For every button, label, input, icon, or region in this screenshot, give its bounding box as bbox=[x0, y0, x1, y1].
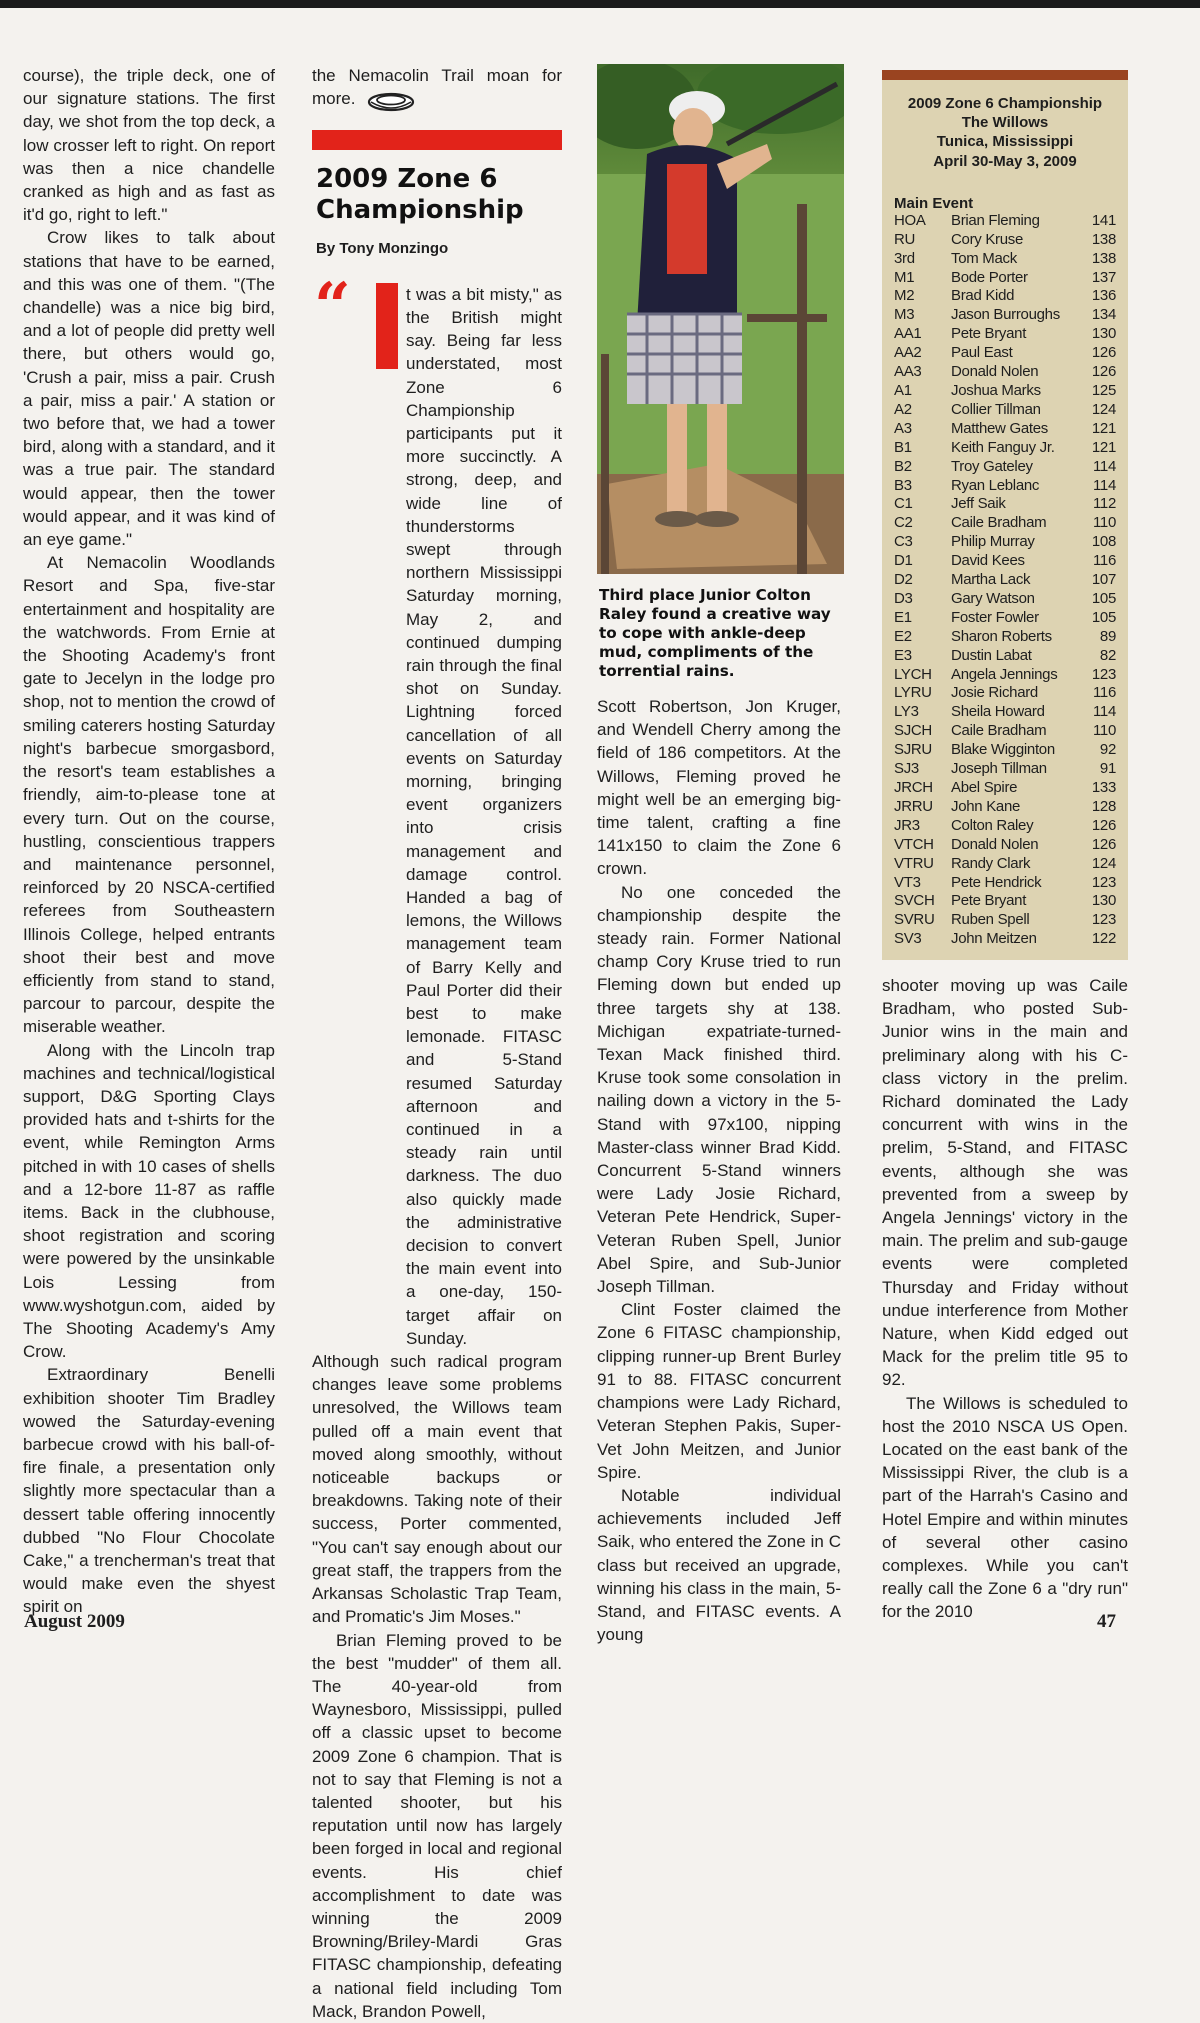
score-cell: 112 bbox=[1092, 495, 1116, 513]
results-row bbox=[894, 684, 1116, 703]
results-row bbox=[894, 552, 1116, 571]
results-row bbox=[894, 911, 1116, 930]
drop-cap-letter bbox=[376, 283, 398, 369]
results-row bbox=[894, 458, 1116, 477]
results-row bbox=[894, 590, 1116, 609]
class-cell: E2 bbox=[894, 627, 912, 645]
results-row bbox=[894, 439, 1116, 458]
results-row bbox=[894, 514, 1116, 533]
class-cell: LYCH bbox=[894, 665, 932, 683]
class-cell: 3rd bbox=[894, 249, 915, 267]
results-row bbox=[894, 647, 1116, 666]
shooter-name-cell: Brad Kidd bbox=[951, 287, 1015, 305]
photo-caption: Third place Junior Colton Raley found a creative way to cope with ankle-deep mud, compliments of the torrential rains. bbox=[599, 586, 831, 680]
score-cell: 114 bbox=[1092, 703, 1116, 721]
class-cell: C3 bbox=[894, 533, 913, 551]
class-cell: A1 bbox=[894, 381, 912, 399]
results-row bbox=[894, 250, 1116, 269]
previous-article-ending bbox=[312, 64, 562, 112]
score-cell: 126 bbox=[1091, 344, 1116, 362]
shooter-name-cell: Caile Bradham bbox=[951, 722, 1047, 740]
results-row bbox=[894, 420, 1116, 439]
paragraph: The Willows is scheduled to host the 2010 NSCA US Open. Located on the east bank of the Mississippi River, the club is a part of the Harrah's Casino and Hotel Empire and within minutes of several other casino complexes. While you can't really call the Zone 6 a "dry run" for the 2010 bbox=[882, 1393, 1128, 1622]
shooter-name-cell: Sheila Howard bbox=[951, 703, 1045, 721]
results-row bbox=[894, 760, 1116, 779]
score-cell: 107 bbox=[1091, 571, 1116, 589]
class-cell: SJCH bbox=[894, 722, 932, 740]
results-title: 2009 Zone 6 Championship bbox=[907, 95, 1103, 112]
results-row bbox=[894, 930, 1116, 949]
results-section-title: Main Event bbox=[894, 194, 974, 212]
paragraph: Notable individual achievements included Jeff Saik, who entered the Zone in C class but received an upgrade, winning his class in the main, 5-Stand, and FITASC events. A young bbox=[597, 1485, 841, 1645]
issue-date: August 2009 bbox=[24, 1611, 125, 1632]
shooter-name-cell: Colton Raley bbox=[951, 816, 1034, 834]
class-cell: M1 bbox=[894, 268, 915, 286]
shooter-name-cell: Sharon Roberts bbox=[951, 627, 1052, 645]
score-cell: 124 bbox=[1091, 854, 1116, 872]
lead-paragraph: t was a bit misty," as the British might say. Being far less understated, most Zone 6 Championship participants put it more succinctly. A strong, deep, and wide line of thunderstorms swept through northern Mississippi Saturday morning, May 2, and continued dumping rain through the final shot on Sunday. Lightning forced cancellation of all events on Saturday morning, bringing event organizers into crisis management and damage control. Handed a bag of lemons, the Willows management team of Barry Kelly and Paul Porter did their best to make lemonade. FITASC and 5-Stand resumed Saturday afternoon and continued in a steady rain until darkness. The duo also quickly made the administrative decision to convert the main event into a one-day, 150-target affair on Sunday. bbox=[406, 284, 562, 1348]
shooter-name-cell: Gary Watson bbox=[951, 589, 1035, 607]
results-row bbox=[894, 495, 1116, 514]
results-row bbox=[894, 741, 1116, 760]
top-rule bbox=[0, 0, 1200, 8]
shooter-name-cell: John Kane bbox=[951, 797, 1021, 815]
shooter-name-cell: Abel Spire bbox=[951, 779, 1018, 796]
shooter-name-cell: Blake Wigginton bbox=[951, 741, 1055, 759]
class-cell: D1 bbox=[894, 552, 913, 570]
class-cell: JR3 bbox=[894, 816, 920, 834]
shooter-name-cell: Pete Bryant bbox=[951, 325, 1027, 343]
score-cell: 122 bbox=[1091, 930, 1116, 948]
class-cell: B2 bbox=[894, 457, 912, 475]
shooter-name-cell: Joshua Marks bbox=[951, 381, 1041, 399]
results-dates: April 30-May 3, 2009 bbox=[933, 152, 1077, 170]
results-row bbox=[894, 722, 1116, 741]
shooter-name-cell: Keith Fanguy Jr. bbox=[951, 438, 1055, 456]
score-cell: 82 bbox=[1099, 646, 1116, 664]
score-cell: 114 bbox=[1092, 476, 1116, 494]
paragraph: At Nemacolin Woodlands Resort and Spa, five-star entertainment and hospitality are the watchwords. From Ernie at the Shooting Academy's front gate to Jecelyn in the lodge pro shop, not to mention the crowd of smiling caterers hosting Saturday night's barbecue smorgasbord, the resort's team establishes a friendly, aim-to-please tone at every turn. Out on the course, hustling, conscientious trappers and maintenance personnel, reinforced by 20 NSCA-certified referees from Southeastern Illinois College, helped entrants shoot their best and move efficiently from stand to stand, parcour to parcour, despite the miserable weather. bbox=[23, 553, 275, 1037]
results-table bbox=[894, 212, 1116, 949]
results-row bbox=[894, 628, 1116, 647]
class-cell: M2 bbox=[894, 287, 915, 305]
results-row bbox=[894, 571, 1116, 590]
shooter-name-cell: Matthew Gates bbox=[951, 419, 1048, 437]
results-location: Tunica, Mississippi bbox=[936, 133, 1074, 151]
shooter-name-cell: Randy Clark bbox=[951, 854, 1031, 872]
score-cell: 108 bbox=[1091, 533, 1116, 551]
headline-red-bar bbox=[312, 130, 562, 150]
score-cell: 116 bbox=[1092, 552, 1116, 570]
drop-quote-mark: “ bbox=[314, 268, 351, 344]
byline: By Tony Monzingo bbox=[316, 239, 449, 257]
class-cell: RU bbox=[894, 230, 916, 248]
lead-paragraph-block bbox=[312, 268, 562, 1350]
paragraph: Although such radical program changes leave some problems unresolved, the Willows team pulled off a main event that moved along smoothly, without noticeable backups or breakdowns. Taking note of their success, Porter commented, "You can't say enough about our great staff, the trappers from the Arkansas Scholastic Trap Team, and Promatic's Jim Moses." bbox=[312, 1352, 562, 1627]
results-row bbox=[894, 836, 1116, 855]
class-cell: AA2 bbox=[894, 344, 922, 362]
class-cell: SV3 bbox=[894, 930, 922, 948]
results-venue: The Willows bbox=[961, 114, 1049, 132]
results-row bbox=[894, 703, 1116, 722]
results-row bbox=[894, 325, 1116, 344]
class-cell: VT3 bbox=[894, 873, 921, 891]
score-cell: 114 bbox=[1092, 457, 1116, 475]
score-cell: 121 bbox=[1091, 438, 1116, 456]
class-cell: A3 bbox=[894, 419, 912, 437]
score-cell: 125 bbox=[1091, 381, 1116, 399]
class-cell: VTCH bbox=[894, 835, 934, 853]
class-cell: C2 bbox=[894, 514, 913, 532]
results-row bbox=[894, 533, 1116, 552]
score-cell: 110 bbox=[1092, 514, 1116, 532]
score-cell: 91 bbox=[1099, 760, 1116, 778]
article-column-3 bbox=[597, 64, 841, 1646]
shooter-name-cell: Caile Bradham bbox=[951, 514, 1047, 532]
shooter-name-cell: Paul East bbox=[951, 344, 1013, 362]
results-row bbox=[894, 269, 1116, 288]
score-cell: 130 bbox=[1091, 892, 1116, 910]
shooter-name-cell: Brian Fleming bbox=[951, 211, 1040, 229]
class-cell: SJRU bbox=[894, 741, 932, 759]
shooter-name-cell: Ryan Leblanc bbox=[951, 476, 1040, 494]
score-cell: 123 bbox=[1091, 873, 1116, 891]
shooter-name-cell: Pete Hendrick bbox=[951, 873, 1042, 891]
score-cell: 138 bbox=[1091, 230, 1116, 248]
results-row bbox=[894, 892, 1116, 911]
shooter-name-cell: Cory Kruse bbox=[951, 230, 1024, 248]
paragraph: course), the triple deck, one of our signature stations. The first day, we shot from the top deck, a low crosser left to right. On report was then a nice chandelle cranked as high and as fast as it'd go, right to left." bbox=[23, 66, 275, 225]
class-cell: AA1 bbox=[894, 325, 922, 343]
results-row bbox=[894, 344, 1116, 363]
results-row bbox=[894, 798, 1116, 817]
shooter-name-cell: Martha Lack bbox=[951, 571, 1031, 589]
class-cell: LYRU bbox=[894, 684, 932, 702]
class-cell: LY3 bbox=[894, 703, 919, 721]
results-row bbox=[894, 287, 1116, 306]
results-row bbox=[894, 874, 1116, 893]
score-cell: 110 bbox=[1092, 722, 1116, 740]
score-cell: 126 bbox=[1091, 816, 1116, 834]
results-row bbox=[894, 306, 1116, 325]
paragraph: Along with the Lincoln trap machines and technical/logistical support, D&G Sporting Clays provided hats and t-shirts for the event, while Remington Arms pitched in with 10 cases of shells and a 12-bore 11-87 as raffle items. Back in the clubhouse, shoot registration and scoring were powered by the unsinkable Lois Lessing from www.wyshotgun.com, aided by The Shooting Academy's Amy Crow. bbox=[23, 1040, 275, 1362]
class-cell: A2 bbox=[894, 400, 912, 418]
results-row bbox=[894, 363, 1116, 382]
score-cell: 137 bbox=[1091, 268, 1116, 286]
score-cell: 105 bbox=[1091, 589, 1116, 607]
page-number: 47 bbox=[1097, 1611, 1116, 1632]
results-row bbox=[894, 477, 1116, 496]
article-column-1 bbox=[23, 64, 275, 1619]
paragraph: Clint Foster claimed the Zone 6 FITASC championship, clipping runner-up Brent Burley 91 to 88. FITASC concurrent champions were Lady Richard, Veteran Stephen Pakis, Super-Vet John Meitzen, and Junior Spire. bbox=[597, 1300, 841, 1482]
shooter-name-cell: Pete Bryant bbox=[951, 892, 1027, 910]
shooter-name-cell: John Meitzen bbox=[951, 930, 1037, 948]
shooter-name-cell: Jason Burroughs bbox=[951, 306, 1060, 324]
score-cell: 126 bbox=[1091, 835, 1116, 853]
score-cell: 128 bbox=[1091, 797, 1116, 815]
shooter-name-cell: Donald Nolen bbox=[951, 835, 1039, 853]
class-cell: B3 bbox=[894, 476, 912, 494]
class-cell: VTRU bbox=[894, 854, 934, 872]
class-cell: E3 bbox=[894, 646, 912, 664]
shooter-name-cell: Bode Porter bbox=[951, 268, 1028, 286]
results-row bbox=[894, 212, 1116, 231]
paragraph: Crow likes to talk about stations that have to be earned, and this was one of them. "(The chandelle) was a nice big bird, and a lot of people did pretty well there, but others would go, 'Crush a pair, miss a pair. Crush a pair, miss a pair.' A station or two before that, we had a tower bird, along with a standard, and it was a true pair. The standard would appear, then the tower would appear, and it was kind of an eye game." bbox=[23, 228, 275, 550]
results-sidebar bbox=[882, 70, 1128, 960]
class-cell: B1 bbox=[894, 438, 912, 456]
score-cell: 124 bbox=[1091, 400, 1116, 418]
class-cell: D2 bbox=[894, 571, 913, 589]
results-row bbox=[894, 382, 1116, 401]
results-row bbox=[894, 855, 1116, 874]
score-cell: 116 bbox=[1092, 684, 1116, 702]
results-row bbox=[894, 779, 1116, 798]
score-cell: 133 bbox=[1091, 779, 1116, 796]
paragraph: Extraordinary Benelli exhibition shooter Tim Bradley wowed the Saturday-evening barbecue crowd with his ball-of-fire finale, a presentation only slightly more spectacular than a dessert table offering innocently dubbed "No Flour Chocolate Cake," a trencherman's treat that would make even the shyest spirit on bbox=[23, 1365, 275, 1617]
score-cell: 121 bbox=[1091, 419, 1116, 437]
article-column-4 bbox=[882, 974, 1128, 1624]
shooter-name-cell: David Kees bbox=[951, 552, 1025, 570]
score-cell: 130 bbox=[1091, 325, 1116, 343]
class-cell: JRRU bbox=[894, 797, 933, 815]
article-headline: 2009 Zone 6 Championship bbox=[316, 163, 524, 225]
score-cell: 134 bbox=[1091, 306, 1116, 324]
score-cell: 123 bbox=[1091, 665, 1116, 683]
class-cell: JRCH bbox=[894, 779, 933, 796]
results-row bbox=[894, 401, 1116, 420]
results-header bbox=[882, 94, 1128, 171]
score-cell: 126 bbox=[1091, 363, 1116, 381]
score-cell: 123 bbox=[1091, 911, 1116, 929]
paragraph: shooter moving up was Caile Bradham, who posted Sub-Junior wins in the main and preliminary along with his C-class victory in the prelim. Richard dominated the Lady concurrent with wins in the prelim, 5-Stand, and FITASC events, although she was prevented from a sweep by Angela Jennings' victory in the main. The prelim and sub-gauge events were completed Thursday and Friday without undue interference from Mother Nature, when Kidd edged out Mack for the prelim title 95 to 92. bbox=[882, 976, 1128, 1390]
results-row bbox=[894, 666, 1116, 685]
shooter-name-cell: Donald Nolen bbox=[951, 363, 1039, 381]
shooter-photo bbox=[597, 64, 844, 574]
shooter-name-cell: Philip Murray bbox=[951, 533, 1035, 551]
score-cell: 141 bbox=[1091, 211, 1116, 229]
class-cell: SJ3 bbox=[894, 760, 919, 778]
shooter-name-cell: Jeff Saik bbox=[951, 495, 1006, 513]
shooter-name-cell: Josie Richard bbox=[951, 684, 1038, 702]
shooter-name-cell: Troy Gateley bbox=[951, 457, 1033, 475]
score-cell: 136 bbox=[1091, 287, 1116, 305]
shooter-name-cell: Dustin Labat bbox=[951, 646, 1032, 664]
score-cell: 105 bbox=[1091, 608, 1116, 626]
score-cell: 89 bbox=[1099, 627, 1116, 645]
paragraph: No one conceded the championship despite the steady rain. Former National champ Cory Kruse tried to run Fleming down but ended up three targets shy at 138. Michigan expatriate-turned-Texan Mack finished third. Kruse took some consolation in nailing down a victory in the 5-Stand with 97x100, nipping Master-class winner Brad Kidd. Concurrent 5-Stand winners were Lady Josie Richard, Veteran Pete Hendrick, Super-Veteran Ruben Spell, Junior Abel Spire, and Sub-Junior Joseph Tillman. bbox=[597, 882, 841, 1297]
score-cell: 92 bbox=[1099, 741, 1116, 759]
shooter-name-cell: Ruben Spell bbox=[951, 911, 1030, 929]
class-cell: E1 bbox=[894, 608, 912, 626]
previous-article-text: the Nemacolin Trail moan for more. bbox=[312, 66, 562, 109]
results-row bbox=[894, 609, 1116, 628]
clay-target-icon bbox=[366, 88, 416, 112]
results-row bbox=[894, 817, 1116, 836]
article-column-2 bbox=[312, 64, 562, 2023]
shooter-name-cell: Angela Jennings bbox=[951, 665, 1058, 683]
shooter-name-cell: Collier Tillman bbox=[951, 400, 1041, 418]
class-cell: SVRU bbox=[894, 911, 935, 929]
shooter-name-cell: Joseph Tillman bbox=[951, 760, 1047, 778]
class-cell: M3 bbox=[894, 306, 915, 324]
class-cell: AA3 bbox=[894, 363, 922, 381]
class-cell: HOA bbox=[894, 211, 926, 229]
shooter-name-cell: Tom Mack bbox=[951, 249, 1017, 267]
class-cell: C1 bbox=[894, 495, 913, 513]
paragraph: Brian Fleming proved to be the best "mudder" of them all. The 40-year-old from Waynesboro, Mississippi, pulled off a classic upset to become 2009 Zone 6 champion. That is not to say that Fleming is not a talented shooter, but his reputation until now has largely been forged in local and regional events. His chief accomplishment to date was winning the 2009 Browning/Briley-Mardi Gras FITASC championship, defeating a national field including Tom Mack, Brandon Powell, bbox=[312, 1630, 562, 2021]
paragraph: Scott Robertson, Jon Kruger, and Wendell Cherry among the field of 186 competitors. At the Willows, Fleming proved he might well be an emerging big-time talent, crafting a fine 141x150 to claim the Zone 6 crown. bbox=[597, 697, 841, 879]
class-cell: SVCH bbox=[894, 892, 935, 910]
results-row bbox=[894, 231, 1116, 250]
score-cell: 138 bbox=[1091, 249, 1116, 267]
shooter-name-cell: Foster Fowler bbox=[951, 608, 1039, 626]
class-cell: D3 bbox=[894, 589, 913, 607]
